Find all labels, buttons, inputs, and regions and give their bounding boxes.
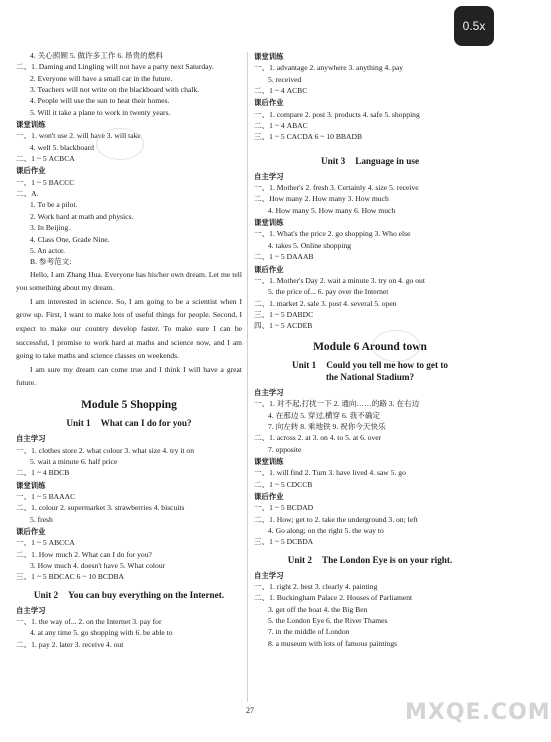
- answer-line: 二、1. How; get to 2. take the underground 3. on; left: [254, 514, 418, 524]
- zoom-level-badge[interactable]: 0.5x: [454, 6, 494, 46]
- essay-paragraph: I am interested in science. So, I am going to be a scientist when I grow up. First, I want to make lots of useful things for people. Second, I expect to make our country develop faster. To make sure I can be successful, I promise to work hard at maths and science now, and I am going to take maths and science classes on weekends.: [16, 296, 242, 361]
- answer-line: 5. the price of... 6. pay over the Internet: [268, 287, 389, 297]
- answer-line: 一、1 ~ 5 ABCCA: [16, 538, 75, 548]
- answer-line: 一、1 ~ 5 BAAAC: [16, 491, 76, 501]
- answer-line: 四、1 ~ 5 ACDEB: [254, 321, 313, 331]
- section-heading: 课后作业: [254, 492, 284, 501]
- answer-line: 一、1. 对不起,打扰一下 2. 通向……的路 3. 在右边: [254, 399, 420, 409]
- answer-line: 一、1. won't use 2. will have 3. will take: [16, 131, 141, 141]
- unit-title: [16, 417, 242, 429]
- unit-name: Language in use: [355, 155, 420, 166]
- answer-line: 4. Go along; on the right 5. the way to: [268, 526, 384, 536]
- answer-line: 4. well 5. blackboard: [30, 142, 94, 152]
- answer-line: 4. 在那边 5. 穿过,横穿 6. 我不确定: [268, 410, 381, 420]
- section-heading: 课堂训练: [16, 120, 46, 130]
- unit-number: Unit 1: [66, 418, 91, 429]
- unit-name: You can buy everything on the Internet.: [68, 589, 225, 600]
- right-column: [254, 50, 486, 649]
- essay-paragraph: I am sure my dream can come true and I think I will have a great future.: [16, 364, 242, 388]
- answer-line: 3. In Beijing.: [30, 223, 71, 233]
- answer-line: 7. 向左转 8. 乘地铁 9. 祝你今天快乐: [268, 421, 386, 431]
- faint-stamp-mark: [372, 330, 420, 362]
- answer-line: 三、1 ~ 5 DCBDA: [254, 537, 314, 547]
- answer-line: 一、1. What's the price 2. go shopping 3. Who else: [254, 229, 411, 239]
- unit-title: [16, 589, 242, 601]
- answer-line: 一、1. the way of... 2. on the Internet 3. pay for: [16, 617, 162, 627]
- answer-line: 一、1. advantage 2. anywhere 3. anything 4. pay: [254, 63, 404, 73]
- answer-line: B. 参考范文:: [30, 257, 72, 267]
- answer-line: 5. received: [268, 74, 302, 84]
- answer-line: 二、How many 2. How many 3. How much: [254, 194, 389, 204]
- answer-line: 二、1. across 2. at 3. on 4. to 5. at 6. over: [254, 433, 382, 443]
- unit-number: Unit 3: [320, 155, 346, 166]
- faint-stamp-mark: [96, 128, 144, 160]
- answer-line: 2. Work hard at math and physics.: [30, 211, 134, 221]
- unit-title: [254, 155, 486, 167]
- answer-line: 7. in the middle of London: [268, 627, 350, 637]
- answer-line: 二、1. market 2. sale 3. post 4. several 5. open: [254, 298, 397, 308]
- answer-line: 4. Class One, Grade Nine.: [30, 234, 110, 244]
- answer-line: 二、1. Buckingham Palace 2. Houses of Parliament: [254, 593, 413, 603]
- answer-line: 一、1. Mother's Day 2. wait a minute 3. try on 4. go out: [254, 275, 425, 285]
- answer-line: 4. People will use the sun to heat their homes.: [30, 96, 170, 106]
- section-heading: 自主学习: [254, 387, 284, 397]
- site-watermark-logo: MXQE.COM: [405, 700, 551, 725]
- answer-line: 一、1. Mother's 2. fresh 3. Certainly 4. size 5. receive: [254, 183, 419, 193]
- answer-line: 二、1 ~ 5 CDCCB: [254, 479, 313, 489]
- section-heading: 自主学习: [254, 570, 284, 580]
- answer-line: 5. fresh: [30, 514, 53, 524]
- answer-line: 三、1 ~ 5 DABDC: [254, 309, 314, 319]
- unit-number: Unit 2: [33, 589, 59, 600]
- page-number: 27: [246, 706, 254, 715]
- answer-line: 3. get off the boat 4. the Big Ben: [268, 604, 368, 614]
- section-heading: 课后作业: [16, 526, 46, 536]
- answer-line: 一、1. clothes store 2. what colour 3. what size 4. try it on: [16, 445, 194, 455]
- essay-paragraph: Hello, I am Zhang Hua. Everyone has his/her own dream. Let me tell you something about my dream.: [16, 269, 242, 293]
- unit-name-line-2: the National Stadium?: [325, 371, 415, 382]
- section-heading: 课后作业: [16, 166, 46, 176]
- answer-line: 二、A.: [16, 189, 39, 199]
- answer-line: 三、1 ~ 5 CACDA 6 ~ 10 BBADB: [254, 132, 363, 142]
- section-heading: 自主学习: [254, 171, 284, 181]
- section-heading: 课后作业: [254, 264, 284, 274]
- answer-line: 二、1. colour 2. supermarket 3. strawberries 4. biscuits: [16, 503, 185, 513]
- answer-line: 二、1 ~ 5 DAAAB: [254, 252, 314, 262]
- answer-line: 一、1. right 2. best 3. clearly 4. painting: [254, 582, 378, 592]
- answer-line: 一、1. will find 2. Turn 3. have lived 4. saw 5. go: [254, 468, 406, 478]
- section-heading: 课堂训练: [16, 480, 46, 490]
- answer-line: 8. a museum with lots of famous paintings: [268, 638, 398, 648]
- answer-line: 二、1 ~ 4 BDCB: [16, 468, 70, 478]
- unit-title: [254, 359, 486, 383]
- answer-line: 2. Everyone will have a small car in the future.: [30, 73, 173, 83]
- answer-line: 4. 关心照顾 5. 做许多工作 6. 昂贵的燃料: [30, 51, 163, 60]
- unit-name: The London Eye is on your right.: [321, 554, 453, 565]
- answer-line: 二、1. How much 2. What can I do for you?: [16, 549, 152, 559]
- answer-line: 二、1 ~ 5 ACBCA: [16, 154, 75, 164]
- module-title: Module 6 Around town: [313, 340, 427, 353]
- column-divider: [247, 52, 248, 702]
- unit-number: Unit 1: [292, 359, 317, 370]
- answer-line: 5. the London Eye 6. the River Thames: [268, 616, 388, 626]
- answer-line: 4. at any time 5. go shopping with 6. be able to: [30, 628, 173, 638]
- section-heading: 课后作业: [254, 98, 284, 108]
- section-heading: 自主学习: [16, 605, 46, 615]
- answer-line: 二、1 ~ 4 ABAC: [254, 121, 308, 131]
- answer-line: 4. How many 5. How many 6. How much: [268, 205, 396, 215]
- section-heading: 课堂训练: [254, 218, 284, 228]
- answer-line: 二、1 ~ 4 ACBC: [254, 86, 308, 96]
- answer-line: 7. opposite: [268, 444, 302, 454]
- answer-line: 1. To be a pilot.: [30, 200, 78, 210]
- unit-number: Unit 2: [287, 554, 312, 565]
- answer-line: 5. An actor.: [30, 245, 66, 255]
- answer-line: 三、1 ~ 5 BDCAC 6 ~ 10 BCDBA: [16, 572, 125, 582]
- answer-line: 3. How much 4. doesn't have 5. What colour: [30, 561, 166, 570]
- answer-line: 一、1 ~ 5 BCDAD: [254, 503, 314, 513]
- section-heading: 自主学习: [16, 434, 46, 444]
- section-heading: 课堂训练: [254, 456, 284, 466]
- answer-line: 一、1. compare 2. post 3. products 4. safe 5. shopping: [254, 109, 420, 119]
- answer-line: 二、1. pay 2. later 3. receive 4. out: [16, 639, 124, 649]
- section-heading: 课堂训练: [254, 52, 284, 61]
- answer-line: 5. wait a minute 6. half price: [30, 456, 118, 466]
- answer-line: 4. takes 5. Online shopping: [268, 240, 352, 250]
- unit-name: Could you tell me how to get to: [326, 359, 448, 370]
- unit-title: [254, 554, 486, 566]
- unit-name: What can I do for you?: [100, 418, 192, 429]
- answer-line: 二、1. Daming and Lingling will not have a party next Saturday.: [16, 62, 214, 72]
- module-title: Module 5 Shopping: [81, 398, 177, 411]
- answer-line: 5. Will it take a plane to work in twenty years.: [30, 107, 171, 117]
- answer-line: 3. Teachers will not write on the blackboard with chalk.: [30, 85, 200, 95]
- answer-line: 一、1 ~ 5 BACCC: [16, 177, 75, 187]
